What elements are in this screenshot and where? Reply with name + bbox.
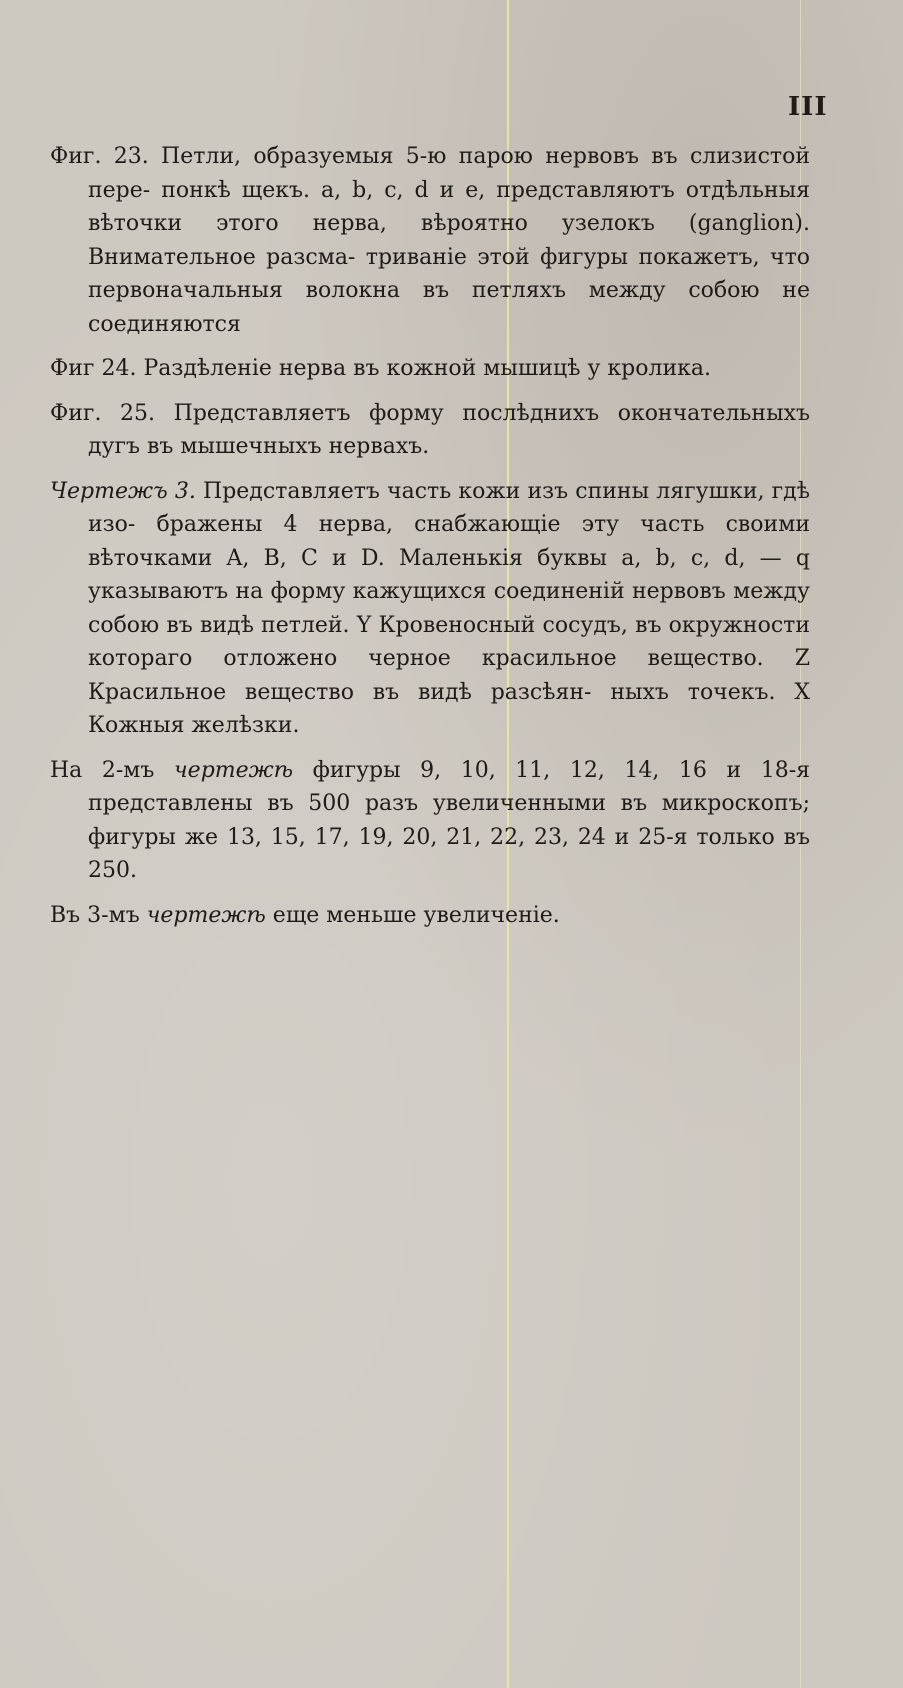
caption-line: понкѣ щекъ. a, b, c, d и e, представляютъ отдѣльныя вѣточки	[88, 177, 810, 236]
caption-fig-25	[50, 397, 810, 464]
caption-line: этого нерва, вѣроятно узелокъ (ganglion). Внимательное разсма-	[88, 211, 810, 270]
caption-line: бражены 4 нерва, снабжающіе эту часть своими вѣточками A, B,	[88, 512, 810, 571]
caption-line: Раздѣленіе нерва въ кожной мышицѣ у кролика.	[143, 356, 711, 381]
note-line: еще меньше увеличеніе.	[272, 902, 560, 928]
caption-label: Фиг. 25.	[50, 400, 156, 426]
note-label-italic: чертежѣ	[146, 902, 266, 928]
caption-line: петляхъ между собою не соединяются	[88, 278, 810, 337]
caption-line: Представляетъ форму послѣднихъ окончательныхъ дугъ въ	[88, 400, 810, 459]
note-label: Въ 3-мъ	[50, 902, 140, 928]
note-magnification-drawing-3	[50, 899, 810, 933]
caption-fig-24	[50, 352, 810, 386]
figure-captions	[50, 140, 810, 943]
caption-line: Y Кровеносный сосудъ, въ окружности котораго отложено черное	[88, 612, 810, 671]
note-label: На 2-мъ	[50, 757, 155, 783]
note-line: фигуры 9, 10, 11, 12, 14, 16 и 18-я представлены	[88, 757, 811, 816]
caption-line: C и D. Маленькія буквы a, b, c, d, — q указываютъ на форму	[88, 545, 810, 604]
caption-drawing-3	[50, 475, 810, 743]
caption-label: Фиг 24.	[50, 356, 137, 381]
note-line: 19, 20, 21, 22, 23, 24 и 25-я только въ 250.	[88, 824, 811, 883]
caption-line: ныхъ точекъ. X Кожныя желѣзки.	[88, 679, 810, 738]
note-magnification-drawing-2	[50, 754, 810, 888]
caption-fig-23	[50, 140, 810, 341]
caption-line: Представляетъ часть кожи изъ спины лягушки, гдѣ изо-	[88, 478, 810, 537]
page-number: III	[788, 92, 828, 122]
caption-line: мышечныхъ нервахъ.	[180, 434, 430, 459]
note-label-italic: чертежѣ	[173, 757, 294, 783]
caption-line: Петли, образуемыя 5-ю парою нервовъ въ слизистой пере-	[88, 144, 810, 203]
caption-line: кажущихся соединеній нервовъ между собою въ видѣ петлей.	[88, 579, 810, 638]
note-line: въ 500 разъ увеличенными въ микроскопъ; фигуры же 13, 15, 17,	[88, 791, 811, 850]
caption-line: красильное вещество. Z Красильное вещество въ видѣ разсѣян-	[88, 646, 810, 705]
caption-line: триваніе этой фигуры покажетъ, что первоначальныя волокна въ	[88, 244, 810, 303]
caption-label: Чертежъ 3.	[50, 478, 196, 504]
caption-label: Фиг. 23.	[50, 144, 149, 169]
